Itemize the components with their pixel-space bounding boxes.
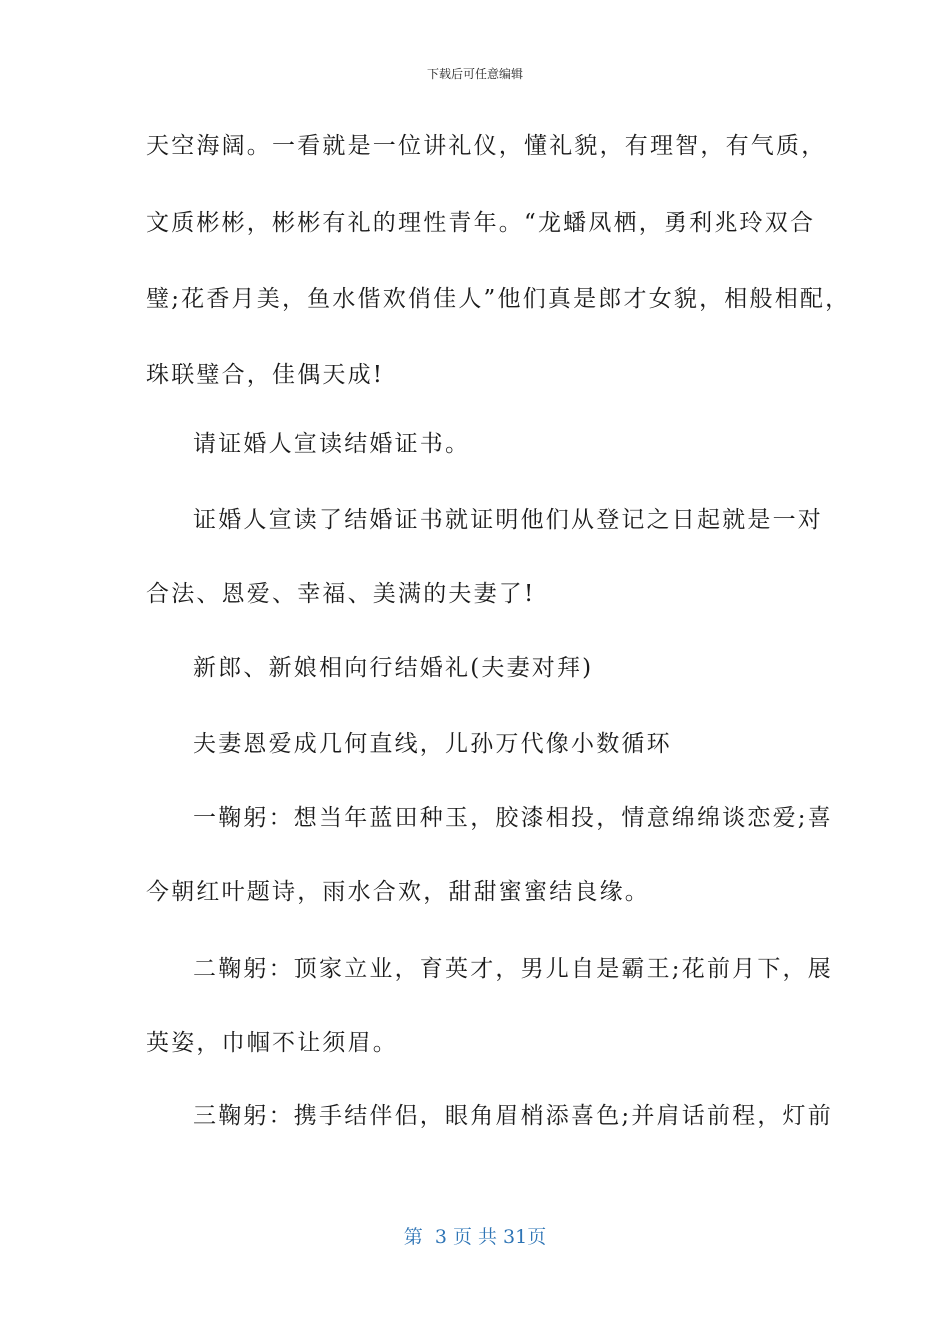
text-line: 文质彬彬，彬彬有礼的理性青年。“龙蟠凤栖，勇利兆玲双合 xyxy=(146,210,816,236)
text-line: 珠联璧合，佳偶天成! xyxy=(146,362,385,388)
text-line: 英姿，巾帼不让须眉。 xyxy=(146,1030,398,1056)
paragraph-line: 请证婚人宣读结婚证书。 xyxy=(193,431,471,457)
text-line: 今朝红叶题诗，雨水合欢，甜甜蜜蜜结良缘。 xyxy=(146,879,650,905)
page-header-note: 下载后可任意编辑 xyxy=(426,67,523,81)
page-number: 第 3 页 共 31页 xyxy=(403,1226,547,1248)
text-line: 合法、恩爱、幸福、美满的夫妻了! xyxy=(146,581,536,607)
paragraph-line: 一鞠躬：想当年蓝田种玉，胶漆相投，情意绵绵谈恋爱;喜 xyxy=(193,805,833,831)
paragraph-line: 证婚人宣读了结婚证书就证明他们从登记之日起就是一对 xyxy=(193,507,823,533)
text-line: 天空海阔。一看就是一位讲礼仪，懂礼貌，有理智，有气质， xyxy=(146,133,827,159)
paragraph-line: 二鞠躬：顶家立业，育英才，男儿自是霸王;花前月下，展 xyxy=(193,956,833,982)
paragraph-line: 夫妻恩爱成几何直线，儿孙万代像小数循环 xyxy=(193,731,672,757)
text-line: 璧;花香月美，鱼水偕欢俏佳人”他们真是郎才女貌，相般相配， xyxy=(146,286,851,312)
paragraph-line: 三鞠躬：携手结伴侣，眼角眉梢添喜色;并肩话前程，灯前 xyxy=(193,1103,833,1129)
paragraph-line: 新郎、新娘相向行结婚礼(夫妻对拜) xyxy=(193,655,594,681)
